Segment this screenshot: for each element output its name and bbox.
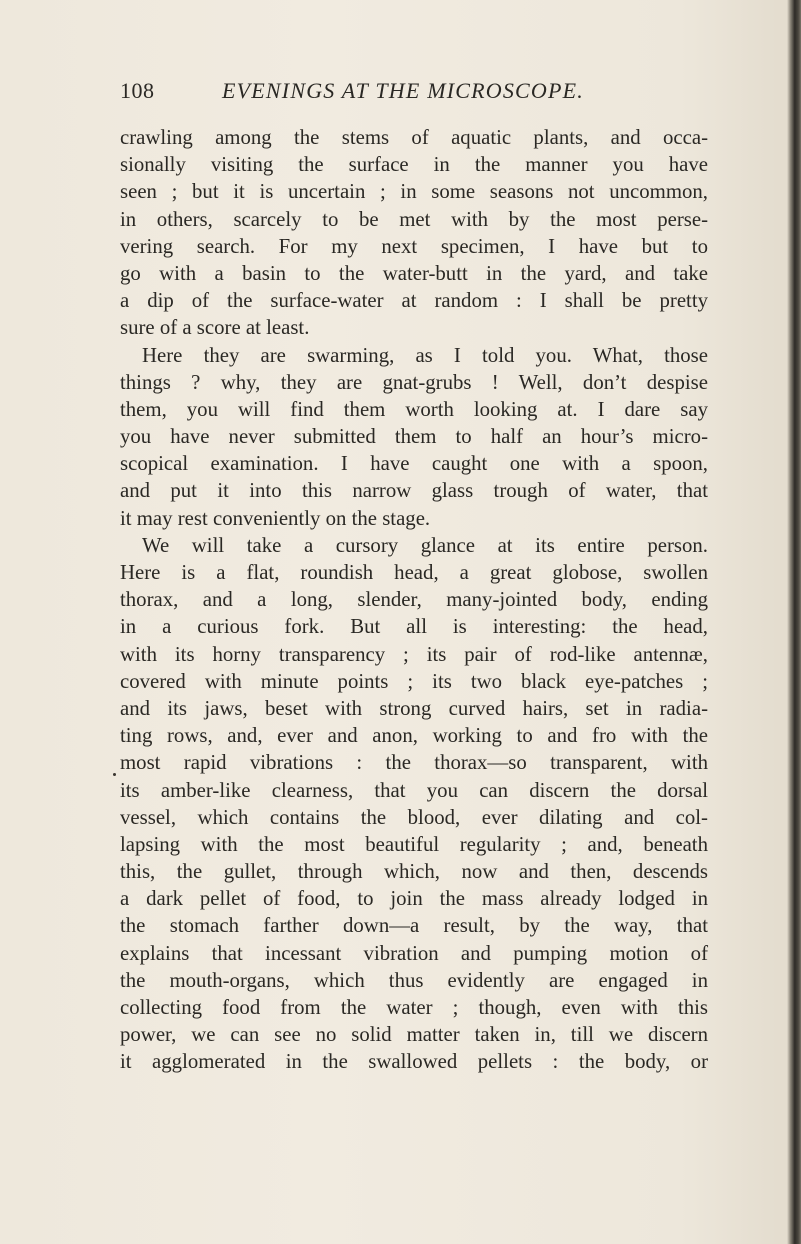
running-title: EVENINGS AT THE MICROSCOPE. — [222, 78, 584, 103]
text-line: and put it into this narrow glass trough of water, that — [120, 479, 708, 503]
text-line: seen ; but it is uncertain ; in some seasons not uncommon, — [120, 180, 708, 204]
text-line: sure of a score at least. — [120, 316, 310, 340]
text-line: its amber-like clearness, that you can discern the dorsal — [120, 778, 708, 802]
page-binding-edge — [787, 0, 801, 1244]
text-line: ting rows, and, ever and anon, working to and fro with the — [120, 724, 708, 748]
text-line: sionally visiting the surface in the manner you have — [120, 153, 708, 177]
text-line: and its jaws, beset with strong curved hairs, set in radia- — [120, 696, 708, 720]
text-line: crawling among the stems of aquatic plants, and occa- — [120, 126, 708, 149]
text-line: covered with minute points ; its two black eye-patches ; — [120, 669, 708, 693]
text-line: go with a basin to the water-butt in the yard, and take — [120, 261, 708, 285]
text-line: vering search. For my next specimen, I have but to — [120, 234, 708, 258]
stray-ink-mark — [113, 773, 116, 776]
text-line: lapsing with the most beautiful regularity ; and, beneath — [120, 832, 708, 856]
text-line: power, we can see no solid matter taken in, till we discern — [120, 1023, 708, 1047]
body-text — [120, 124, 708, 1076]
text-line: you have never submitted them to half an hour’s micro- — [120, 425, 708, 449]
text-line: the mouth-organs, which thus evidently are engaged in — [120, 968, 708, 992]
text-line: Here they are swarming, as I told you. What, those — [142, 343, 708, 367]
text-line: a dip of the surface-water at random : I shall be pretty — [120, 289, 708, 313]
text-line: things ? why, they are gnat-grubs ! Well, don’t despise — [120, 370, 708, 394]
text-line: in a curious fork. But all is interesting: the head, — [120, 615, 708, 639]
page-number: 108 — [120, 78, 155, 103]
text-line: it may rest conveniently on the stage. — [120, 506, 431, 530]
text-line: it agglomerated in the swallowed pellets : the body, or — [120, 1050, 708, 1074]
text-line: with its horny transparency ; its pair of rod-like antennæ, — [120, 642, 708, 666]
text-line: We will take a cursory glance at its entire person. — [142, 533, 708, 557]
text-line: a dark pellet of food, to join the mass already lodged in — [120, 887, 708, 911]
text-line: the stomach farther down—a result, by the way, that — [120, 914, 708, 938]
text-line: explains that incessant vibration and pumping motion of — [120, 941, 708, 965]
text-line: thorax, and a long, slender, many-jointed body, ending — [120, 588, 708, 612]
running-head — [120, 78, 720, 112]
text-line: this, the gullet, through which, now and then, descends — [120, 860, 708, 884]
text-line: in others, scarcely to be met with by the most perse- — [120, 207, 708, 231]
text-line: scopical examination. I have caught one with a spoon, — [120, 452, 708, 476]
text-line: most rapid vibrations : the thorax—so transparent, with — [120, 751, 708, 775]
text-line: Here is a flat, roundish head, a great globose, swollen — [120, 561, 708, 584]
text-line: them, you will find them worth looking at. I dare say — [120, 397, 708, 421]
text-line: vessel, which contains the blood, ever dilating and col- — [120, 805, 708, 829]
text-line: collecting food from the water ; though, even with this — [120, 996, 708, 1019]
